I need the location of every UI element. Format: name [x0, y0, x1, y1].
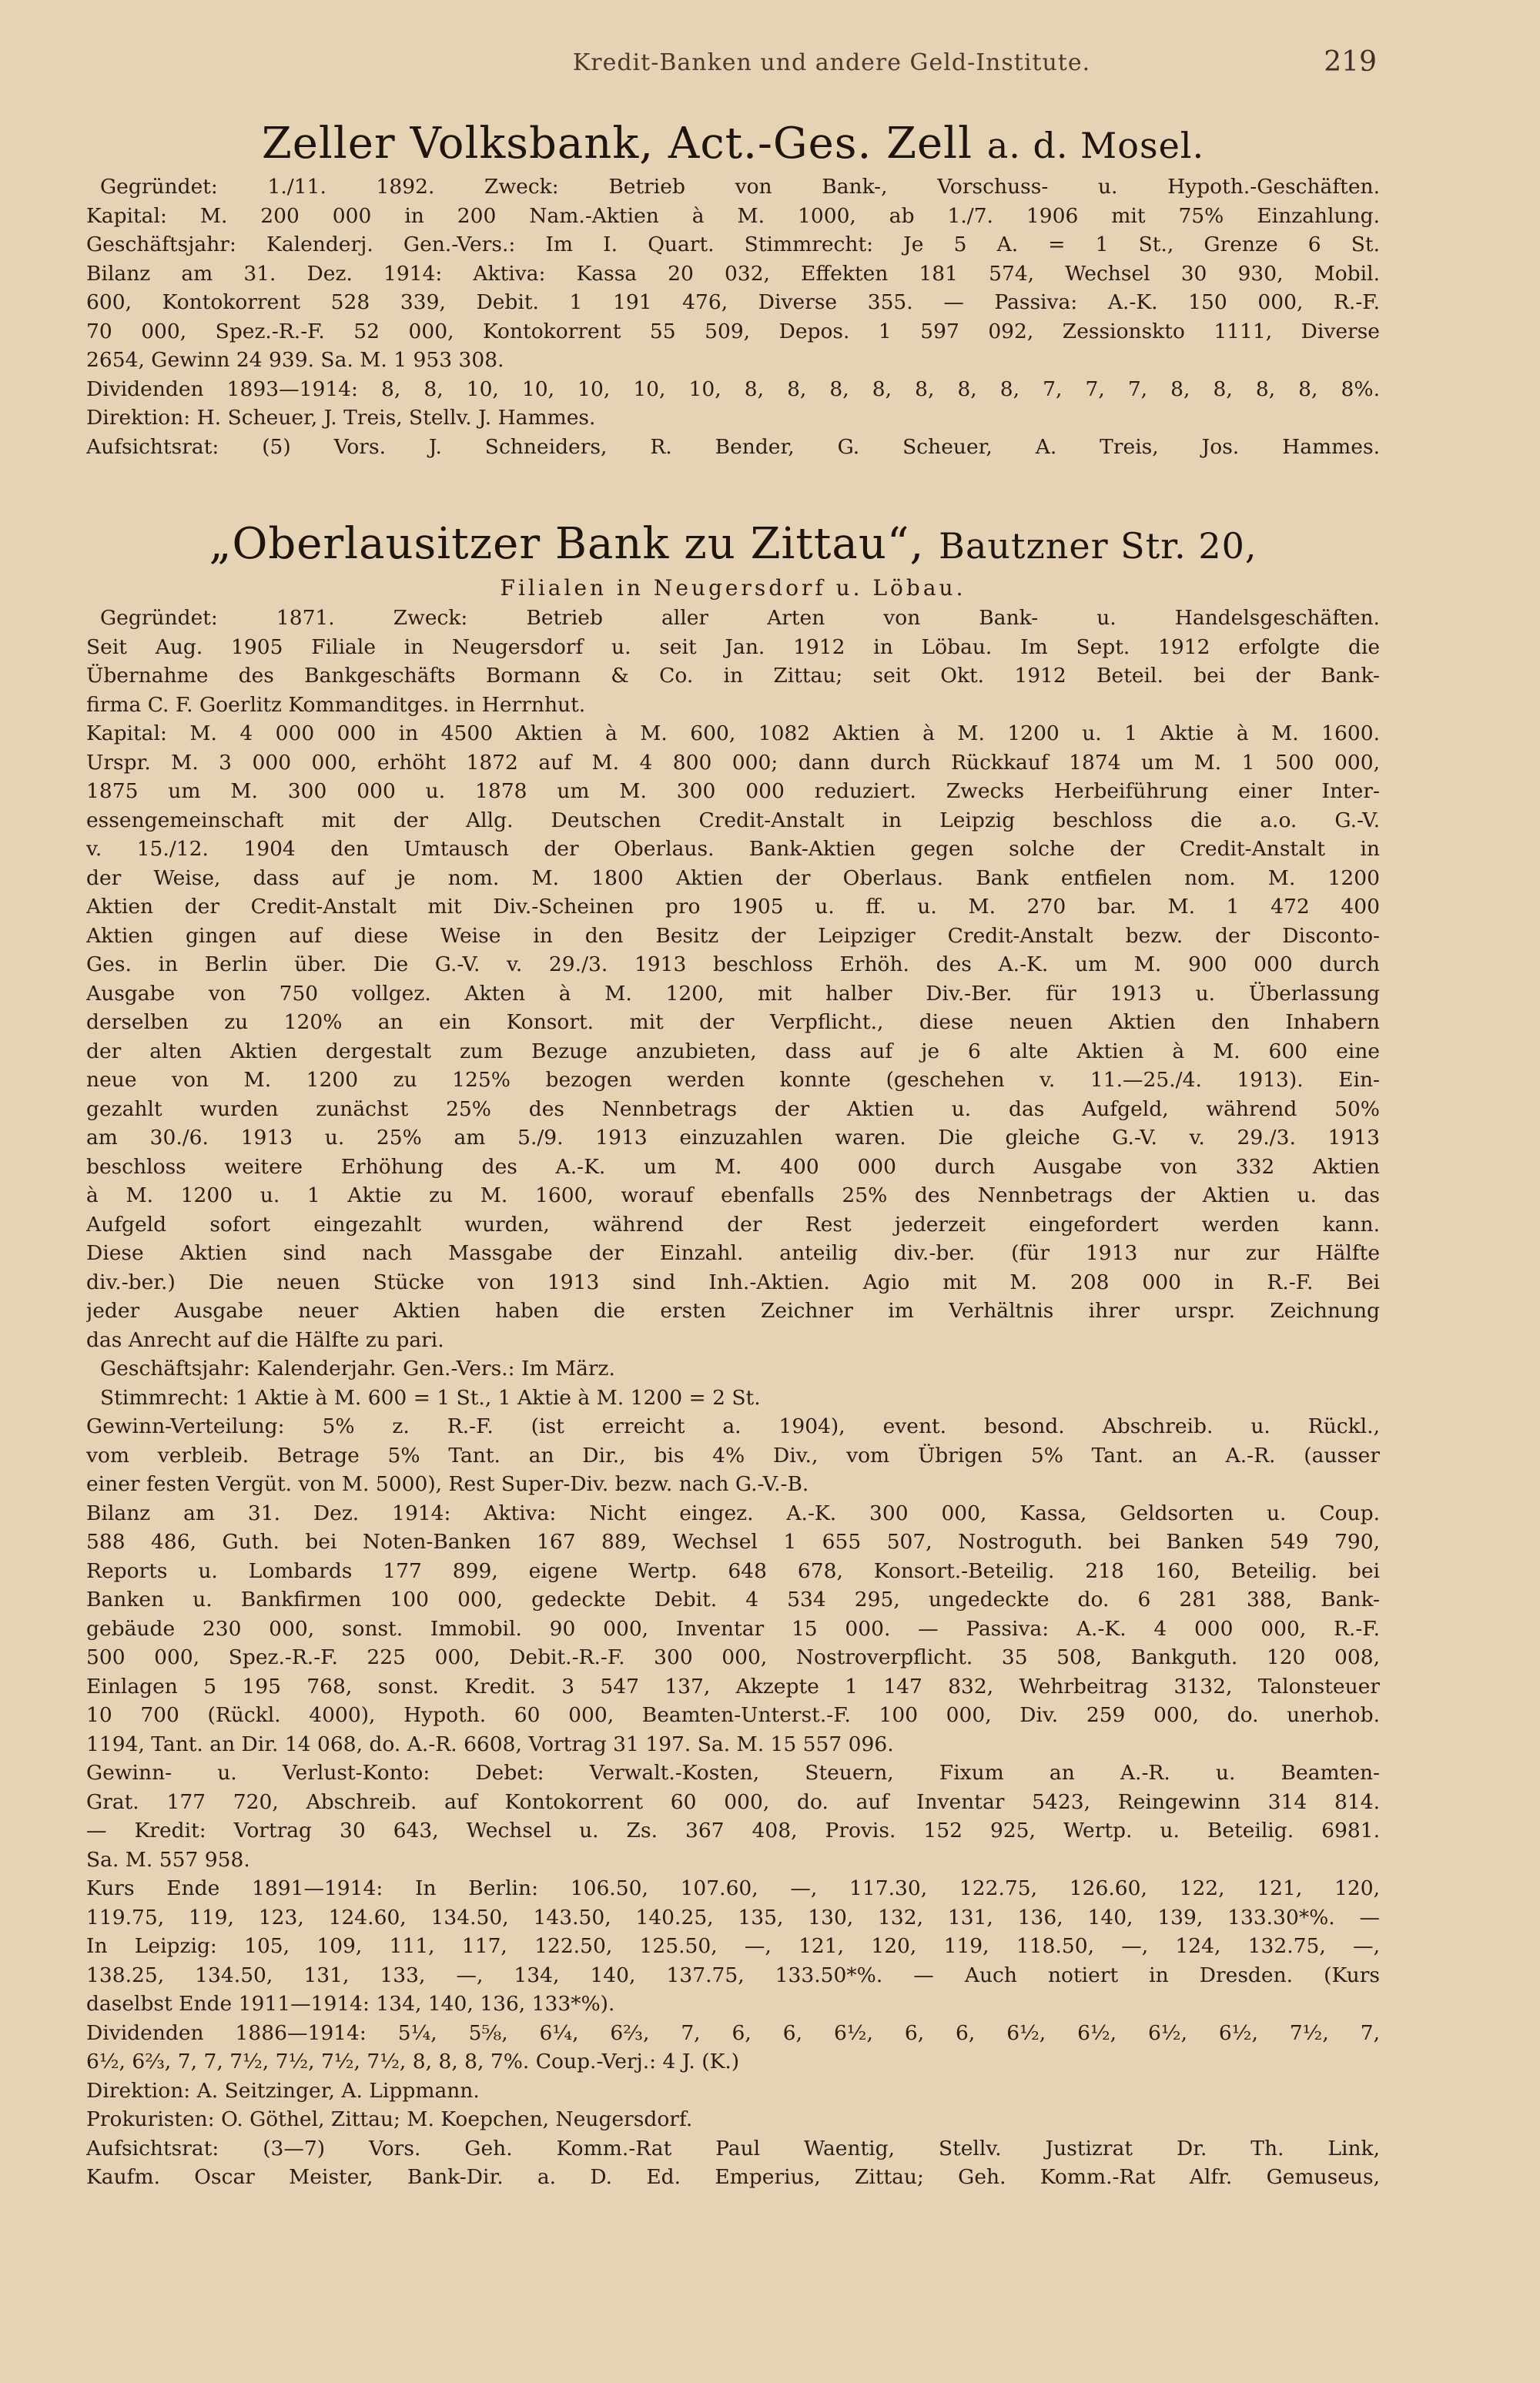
text-line: Aktien der Credit-Anstalt mit Div.-Scheinen pro 1905 u. ff. u. M. 270 bar. M. 1 472 400 [86, 895, 1380, 919]
text-line: 6½, 6⅔, 7, 7, 7½, 7½, 7½, 7½, 8, 8, 8, 7%. Coup.-Verj.: 4 J. (K.) [86, 2050, 740, 2073]
text-line: 2654, Gewinn 24 939. Sa. M. 1 953 308. [86, 348, 504, 372]
text-line: vom verbleib. Betrage 5% Tant. an Dir., bis 4% Div., vom Übrigen 5% Tant. an A.-R. (ausser [86, 1443, 1380, 1468]
text-line: neue von M. 1200 zu 125% bezogen werden konnte (geschehen v. 11.—25./4. 1913). Ein- [86, 1068, 1380, 1092]
text-line: Gegründet: 1871. Zweck: Betrieb aller Arten von Bank- u. Handelsgeschäften. [100, 606, 1380, 630]
entry-oberlausitzer-bank [86, 516, 1380, 2192]
text-line: Bilanz am 31. Dez. 1914: Aktiva: Kassa 20 032, Effekten 181 574, Wechsel 30 930, Mobil. [86, 261, 1380, 286]
text-line: Gegründet: 1./11. 1892. Zweck: Betrieb von Bank-, Vorschuss- u. Hypoth.-Geschäften. [100, 175, 1380, 199]
text-line: In Leipzig: 105, 109, 111, 117, 122.50, 125.50, —, 121, 120, 119, 118.50, —, 124, 132.75, —, [86, 1934, 1380, 1958]
page-number: 219 [1324, 46, 1377, 78]
text-line: der Weise, dass auf je nom. M. 1800 Aktien der Oberlaus. Bank entfielen nom. M. 1200 [86, 865, 1380, 890]
text-line: Gewinn- u. Verlust-Konto: Debet: Verwalt.-Kosten, Steuern, Fixum an A.-R. u. Beamten- [86, 1761, 1380, 1785]
entry-body [86, 604, 1380, 2192]
text-line: einer festen Vergüt. von M. 5000), Rest Super-Div. bezw. nach G.-V.-B. [86, 1472, 809, 1496]
text-line: Reports u. Lombards 177 899, eigene Wertp. 648 678, Konsort.-Beteilig. 218 160, Beteilig. bei [86, 1558, 1380, 1583]
text-line: Urspr. M. 3 000 000, erhöht 1872 auf M. 4 800 000; dann durch Rückkauf 1874 um M. 1 500 000, [86, 750, 1380, 775]
text-line: Kurs Ende 1891—1914: In Berlin: 106.50, 107.60, —, 117.30, 122.75, 126.60, 122, 121, 120, [86, 1876, 1380, 1900]
text-line: Einlagen 5 195 768, sonst. Kredit. 3 547 137, Akzepte 1 147 832, Wehrbeitrag 3132, Talonsteuer [86, 1674, 1380, 1699]
text-line: gebäude 230 000, sonst. Immobil. 90 000, Inventar 15 000. — Passiva: A.-K. 4 000 000, R.-F. [86, 1616, 1380, 1641]
entry-title-main: Zeller Volksbank, Act.-Ges. Zell [261, 119, 973, 169]
entry-subtitle: Filialen in Neugersdorf u. Löbau. [500, 575, 966, 601]
text-line: 10 700 (Rückl. 4000), Hypoth. 60 000, Beamten-Unterst.-F. 100 000, Div. 259 000, do. unerhob. [86, 1703, 1380, 1727]
text-line: daselbst Ende 1911—1914: 134, 140, 136, 133*%). [86, 1992, 615, 2016]
text-line: Direktion: A. Seitzinger, A. Lippmann. [86, 2078, 480, 2103]
text-line: div.-ber.) Die neuen Stücke von 1913 sind Inh.-Aktien. Agio mit M. 208 000 in R.-F. Bei [86, 1270, 1380, 1294]
text-line: gezahlt wurden zunächst 25% des Nennbetrags der Aktien u. das Aufgeld, während 50% [86, 1096, 1380, 1121]
text-line: Bilanz am 31. Dez. 1914: Aktiva: Nicht eingez. A.-K. 300 000, Kassa, Geldsorten u. Coup. [86, 1501, 1380, 1525]
text-line: Aktien gingen auf diese Weise in den Besitz der Leipziger Credit-Anstalt bezw. der Disconto- [86, 923, 1380, 948]
entry-title [86, 115, 1380, 172]
text-line: beschloss weitere Erhöhung des A.-K. um M. 400 000 durch Ausgabe von 332 Aktien [86, 1154, 1380, 1179]
text-line: Aufsichtsrat: (3—7) Vors. Geh. Komm.-Rat Paul Waentig, Stellv. Justizrat Dr. Th. Link, [86, 2136, 1380, 2160]
text-line: Banken u. Bankfirmen 100 000, gedeckte Debit. 4 534 295, ungedeckte do. 6 281 388, Bank- [86, 1588, 1380, 1612]
text-line: Diese Aktien sind nach Massgabe der Einzahl. anteilig div.-ber. (für 1913 nur zur Hälfte [86, 1241, 1380, 1265]
entry-title-suffix: Bautzner Str. 20, [939, 525, 1257, 567]
text-line: Prokuristen: O. Göthel, Zittau; M. Koepchen, Neugersdorf. [86, 2107, 693, 2131]
text-line: à M. 1200 u. 1 Aktie zu M. 1600, worauf ebenfalls 25% des Nennbetrags der Aktien u. das [86, 1183, 1380, 1207]
text-line: 1194, Tant. an Dir. 14 068, do. A.-R. 6608, Vortrag 31 197. Sa. M. 15 557 096. [86, 1732, 894, 1756]
text-line: Seit Aug. 1905 Filiale in Neugersdorf u. seit Jan. 1912 in Löbau. Im Sept. 1912 erfolgte die [86, 634, 1380, 659]
text-line: firma C. F. Goerlitz Kommanditges. in Herrnhut. [86, 692, 586, 717]
text-line: Ausgabe von 750 vollgez. Akten à M. 1200, mit halber Div.-Ber. für 1913 u. Überlassung [86, 981, 1380, 1006]
text-line: Gewinn-Verteilung: 5% z. R.-F. (ist erreicht a. 1904), event. besond. Abschreib. u. Rückl., [86, 1414, 1380, 1438]
text-line: 119.75, 119, 123, 124.60, 134.50, 143.50, 140.25, 135, 130, 132, 131, 136, 140, 139, 133.30*%. — [86, 1905, 1380, 1929]
text-line: Geschäftsjahr: Kalenderj. Gen.-Vers.: Im I. Quart. Stimmrecht: Je 5 A. = 1 St., Grenze 6 St. [86, 233, 1380, 256]
text-line: 588 486, Guth. bei Noten-Banken 167 889, Wechsel 1 655 507, Nostroguth. bei Banken 549 790, [86, 1530, 1380, 1554]
text-line: am 30./6. 1913 u. 25% am 5./9. 1913 einzuzahlen waren. Die gleiche G.-V. v. 29./3. 1913 [86, 1126, 1380, 1150]
text-line: — Kredit: Vortrag 30 643, Wechsel u. Zs. 367 408, Provis. 152 925, Wertp. u. Beteilig. 6981. [86, 1819, 1380, 1842]
text-line: Kapital: M. 4 000 000 in 4500 Aktien à M. 600, 1082 Aktien à M. 1200 u. 1 Aktie à M. 1600. [86, 721, 1380, 745]
text-line: 1875 um M. 300 000 u. 1878 um M. 300 000 reduziert. Zwecks Herbeiführung einer Inter- [86, 779, 1380, 803]
text-line: Ges. in Berlin über. Die G.-V. v. 29./3. 1913 beschloss Erhöh. des A.-K. um M. 900 000 durch [86, 952, 1380, 976]
text-line: Aufsichtsrat: (5) Vors. J. Schneiders, R. Bender, G. Scheuer, A. Treis, Jos. Hammes. [86, 434, 1380, 459]
text-line: Kaufm. Oscar Meister, Bank-Dir. a. D. Ed. Emperius, Zittau; Geh. Komm.-Rat Alfr. Gemuseus, [86, 2165, 1380, 2189]
text-line: Dividenden 1886—1914: 5¼, 5⅝, 6¼, 6⅔, 7, 6, 6, 6½, 6, 6, 6½, 6½, 6½, 6½, 7½, 7, [86, 2020, 1380, 2045]
running-header: Kredit-Banken und andere Geld-Institute. [572, 49, 1091, 76]
text-line: Sa. M. 557 958. [86, 1847, 250, 1872]
text-line: Stimmrecht: 1 Aktie à M. 600 = 1 St., 1 Aktie à M. 1200 = 2 St. [100, 1385, 761, 1410]
text-line: Grat. 177 720, Abschreib. auf Kontokorrent 60 000, do. auf Inventar 5423, Reingewinn 314 814. [86, 1789, 1380, 1814]
text-line: Übernahme des Bankgeschäfts Bormann & Co. in Zittau; seit Okt. 1912 Beteil. bei der Bank- [86, 664, 1380, 688]
entry-title [86, 516, 1380, 573]
entry-body [86, 172, 1380, 461]
text-line: Direktion: H. Scheuer, J. Treis, Stellv. J. Hammes. [86, 406, 596, 430]
text-line: Aufgeld sofort eingezahlt wurden, während der Rest jederzeit eingefordert werden kann. [86, 1212, 1380, 1237]
text-line: 70 000, Spez.-R.-F. 52 000, Kontokorrent 55 509, Depos. 1 597 092, Zessionskto 1111, Diverse [86, 319, 1380, 343]
text-line: 138.25, 134.50, 131, 133, —, 134, 140, 137.75, 133.50*%. — Auch notiert in Dresden. (Kurs [86, 1963, 1380, 1987]
text-line: derselben zu 120% an ein Konsort. mit der Verpflicht., diese neuen Aktien den Inhabern [86, 1010, 1380, 1034]
text-line: Kapital: M. 200 000 in 200 Nam.-Aktien à M. 1000, ab 1./7. 1906 mit 75% Einzahlung. [86, 203, 1380, 228]
text-line: das Anrecht auf die Hälfte zu pari. [86, 1327, 444, 1352]
text-line: 500 000, Spez.-R.-F. 225 000, Debit.-R.-F. 300 000, Nostroverpflicht. 35 508, Bankguth. 120 008, [86, 1645, 1380, 1669]
text-line: der alten Aktien dergestalt zum Bezuge anzubieten, dass auf je 6 alte Aktien à M. 600 eine [86, 1039, 1380, 1063]
entry-title-suffix: a. d. Mosel. [986, 125, 1205, 166]
entry-title-main: „Oberlausitzer Bank zu Zittau“, [209, 519, 925, 569]
text-line: v. 15./12. 1904 den Umtausch der Oberlaus. Bank-Aktien gegen solche der Credit-Anstalt in [86, 837, 1380, 861]
text-line: jeder Ausgabe neuer Aktien haben die ersten Zeichner im Verhältnis ihrer urspr. Zeichnung [86, 1299, 1380, 1323]
entry-zeller-volksbank [86, 115, 1380, 461]
text-line: Geschäftsjahr: Kalenderjahr. Gen.-Vers.: Im März. [100, 1357, 615, 1381]
text-line: 600, Kontokorrent 528 339, Debit. 1 191 476, Diverse 355. — Passiva: A.-K. 150 000, R.-F. [86, 290, 1380, 314]
text-line: Dividenden 1893—1914: 8, 8, 10, 10, 10, 10, 10, 8, 8, 8, 8, 8, 8, 8, 7, 7, 7, 8, 8, 8, 8, 8%. [86, 377, 1380, 401]
text-line: essengemeinschaft mit der Allg. Deutschen Credit-Anstalt in Leipzig beschloss die a.o. G.-V. [86, 808, 1380, 832]
